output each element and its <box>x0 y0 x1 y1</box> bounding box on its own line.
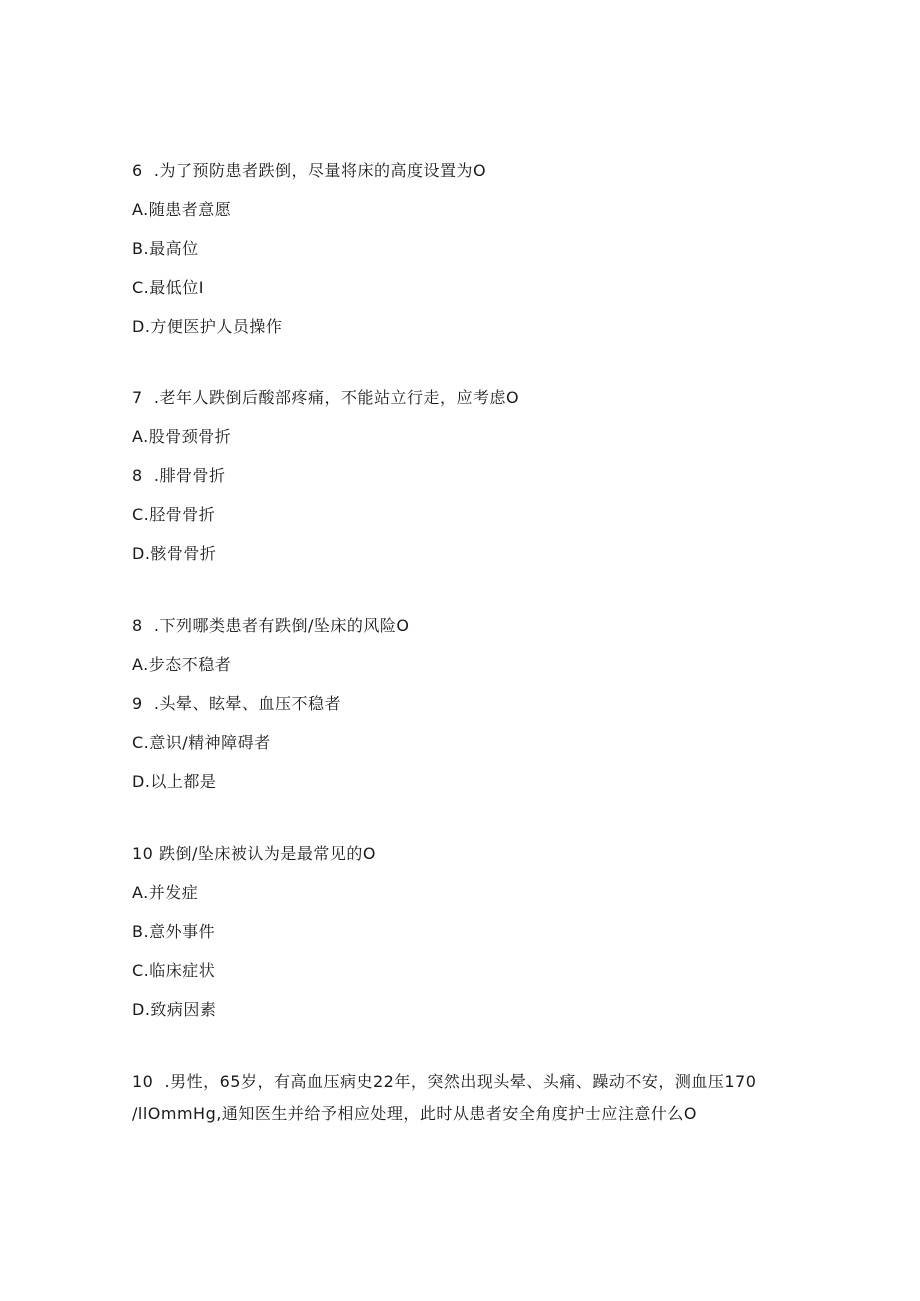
question-6-stem: 6 .为了预防患者跌倒，尽量将床的高度设置为O <box>132 161 487 180</box>
case-question-stem-line-2: /llOmmHg,通知医生并给予相应处理，此时从患者安全角度护士应注意什么O <box>132 1104 697 1123</box>
question-6-option-a: A.随患者意愿 <box>132 200 232 219</box>
question-6-option-b: B.最高位 <box>132 239 199 258</box>
question-8-stem: 8 .下列哪类患者有跌倒/坠床的风险O <box>132 616 410 635</box>
question-8-option-b: 9 .头晕、眩晕、血压不稳者 <box>132 694 341 713</box>
question-6-option-d: D.方便医护人员操作 <box>132 317 283 336</box>
question-10-option-b: B.意外事件 <box>132 922 216 941</box>
question-7-option-b: 8 .腓骨骨折 <box>132 466 226 485</box>
question-7-option-a: A.股骨颈骨折 <box>132 427 232 446</box>
question-6-option-c: C.最低位I <box>132 278 204 297</box>
question-10-option-a: A.并发症 <box>132 883 199 902</box>
question-7-option-d: D.骸骨骨折 <box>132 544 217 563</box>
question-8-option-c: C.意识/精神障碍者 <box>132 733 271 752</box>
question-10-option-d: D.致病因素 <box>132 1000 217 1019</box>
case-question-stem-line-1: 10 .男性，65岁，有高血压病史22年，突然出现头晕、头痛、躁动不安，测血压170 <box>132 1072 757 1091</box>
question-8-option-d: D.以上都是 <box>132 772 217 791</box>
question-10-stem: 10 跌倒/坠床被认为是最常见的O <box>132 844 376 863</box>
question-10-option-c: C.临床症状 <box>132 961 216 980</box>
question-7-stem: 7 .老年人跌倒后酸部疼痛，不能站立行走，应考虑O <box>132 388 520 407</box>
question-8-option-a: A.步态不稳者 <box>132 655 232 674</box>
question-7-option-c: C.胫骨骨折 <box>132 505 216 524</box>
